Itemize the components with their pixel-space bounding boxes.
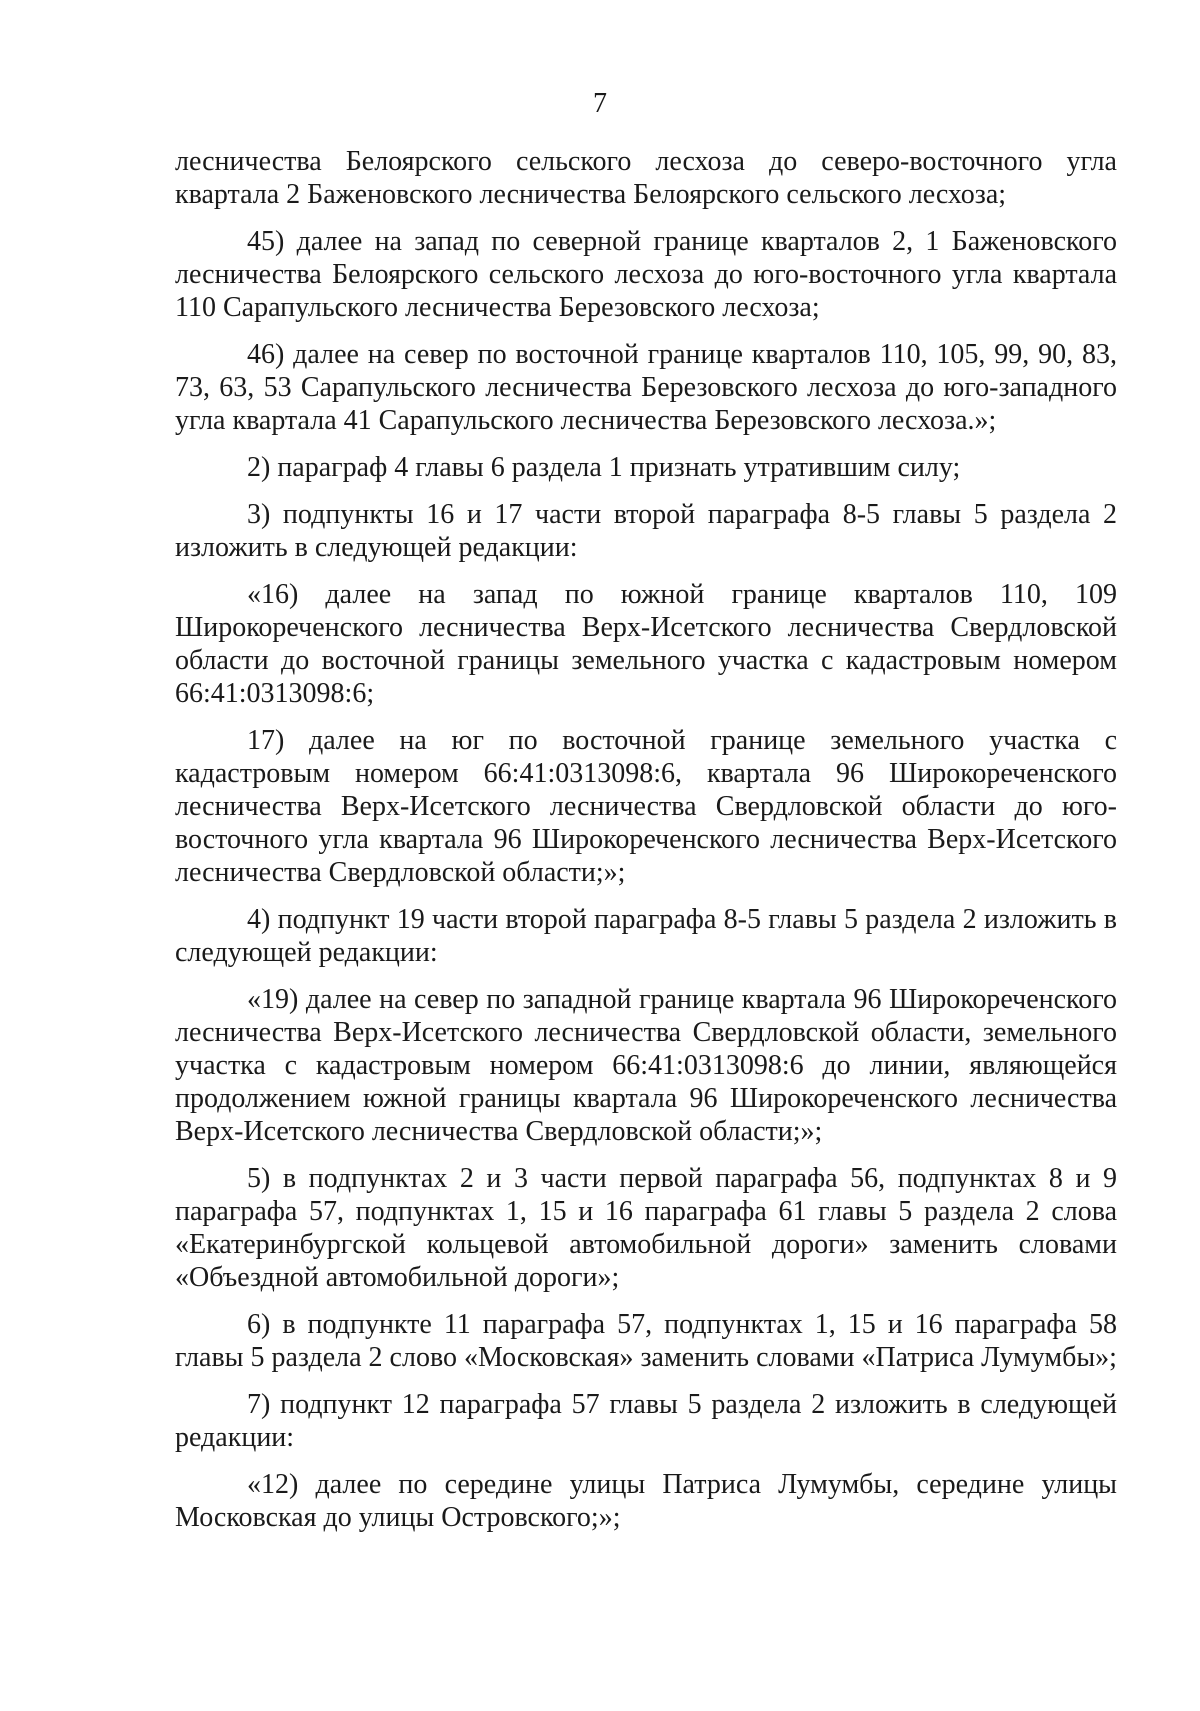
paragraph-subitem-12: «12) далее по середине улицы Патриса Лумумбы, середине улицы Московская до улицы Островского;»; <box>175 1469 1117 1533</box>
paragraph-subitem-16: «16) далее на запад по южной границе кварталов 110, 109 Широкореченского лесничества Верх-Исетского лесничества Свердловской области до восточной границы земельного участка с кадастровым номером 66:41:0313098:6; <box>175 579 1117 709</box>
paragraph-continuation: лесничества Белоярского сельского лесхоза до северо-восточного угла квартала 2 Баженовского лесничества Белоярского сельского лесхоза; <box>175 146 1117 210</box>
page-number: 7 <box>593 88 607 119</box>
paragraph-amendment-6: 6) в подпункте 11 параграфа 57, подпунктах 1, 15 и 16 параграфа 58 главы 5 раздела 2 слово «Московская» заменить словами «Патриса Лумумбы»; <box>175 1309 1117 1373</box>
document-body <box>175 145 1117 1548</box>
paragraph-item-46: 46) далее на север по восточной границе кварталов 110, 105, 99, 90, 83, 73, 63, 53 Сарапульского лесничества Березовского лесхоза до юго-западного угла квартала 41 Сарапульского лесничества Березовского лесхоза.»; <box>175 339 1117 436</box>
paragraph-amendment-4: 4) подпункт 19 части второй параграфа 8-5 главы 5 раздела 2 изложить в следующей редакции: <box>175 904 1117 968</box>
paragraph-subitem-17: 17) далее на юг по восточной границе земельного участка с кадастровым номером 66:41:0313098:6, квартала 96 Широкореченского лесничества Верх-Исетского лесничества Свердловской области до юго-восточного угла квартала 96 Широкореченского лесничества Верх-Исетского лесничества Свердловской области;»; <box>175 725 1117 888</box>
paragraph-amendment-5: 5) в подпунктах 2 и 3 части первой параграфа 56, подпунктах 8 и 9 параграфа 57, подпунктах 1, 15 и 16 параграфа 61 главы 5 раздела 2 слова «Екатеринбургской кольцевой автомобильной дороги» заменить словами «Объездной автомобильной дороги»; <box>175 1163 1117 1293</box>
paragraph-amendment-3: 3) подпункты 16 и 17 части второй параграфа 8-5 главы 5 раздела 2 изложить в следующей редакции: <box>175 499 1117 563</box>
paragraph-amendment-7: 7) подпункт 12 параграфа 57 главы 5 раздела 2 изложить в следующей редакции: <box>175 1389 1117 1453</box>
paragraph-item-45: 45) далее на запад по северной границе кварталов 2, 1 Баженовского лесничества Белоярского сельского лесхоза до юго-восточного угла квартала 110 Сарапульского лесничества Березовского лесхоза; <box>175 226 1117 323</box>
paragraph-subitem-19: «19) далее на север по западной границе квартала 96 Широкореченского лесничества Верх-Исетского лесничества Свердловской области, земельного участка с кадастровым номером 66:41:0313098:6 до линии, являющейся продолжением южной границы квартала 96 Широкореченского лесничества Верх-Исетского лесничества Свердловской области;»; <box>175 984 1117 1147</box>
paragraph-amendment-2: 2) параграф 4 главы 6 раздела 1 признать утратившим силу; <box>247 452 961 483</box>
